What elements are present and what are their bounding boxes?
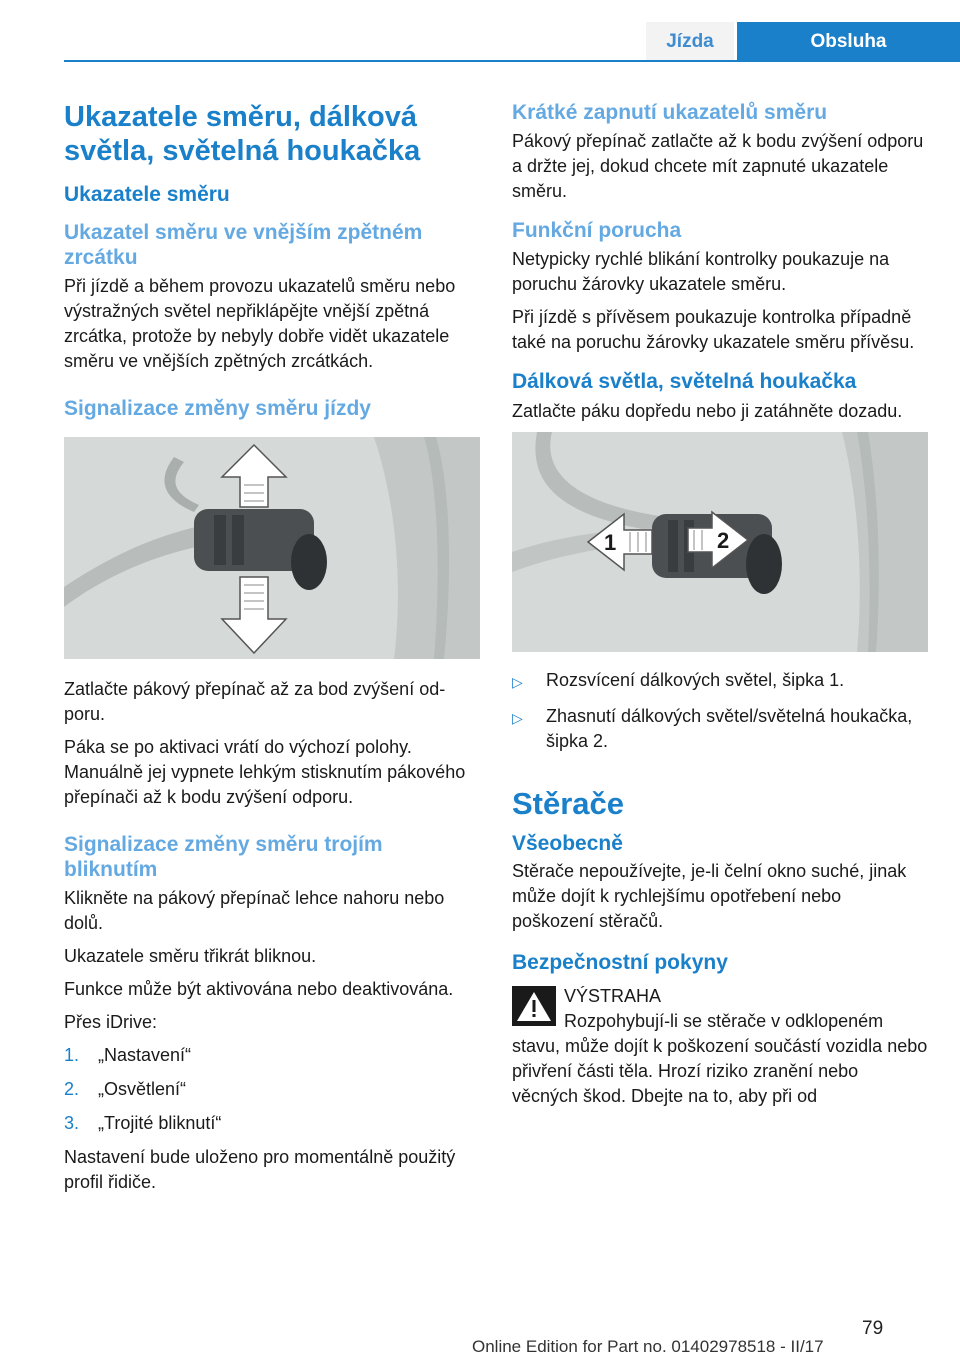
page-number: 79 xyxy=(862,1318,884,1339)
warning-triangle-icon xyxy=(512,986,556,1026)
illustration-lever-up-down xyxy=(64,437,480,659)
paragraph-function-toggle: Funkce může být aktivována nebo deaktivována. xyxy=(64,979,454,999)
list-item: ▷ Rozsvícení dálkových světel, šipka 1. xyxy=(512,668,928,695)
warning-box xyxy=(512,984,928,1034)
left-column xyxy=(64,100,480,1203)
header-rule xyxy=(64,60,960,62)
arrow-2-label: 2 xyxy=(717,528,730,553)
warning-line-1: Rozpohybují-li se stěrače v odklopeném xyxy=(564,1011,884,1031)
heading-general: Všeobecně xyxy=(512,832,623,855)
right-column xyxy=(512,100,928,1117)
paragraph-lever-return: Páka se po aktivaci vrátí do výchozí polohy. Manuálně jej vypnete lehkým stisknutím pákového přepínači až k bodu zvýšení odporu. xyxy=(64,737,466,807)
paragraph-mirror: Při jízdě a během provozu ukazatelů směru nebo výstražných světel nepřiklápějte vnější zpětná zrcátka, protože by nebyly dobře vidět ukazatele směru ve vnějších zpětných zrcátkách. xyxy=(64,276,456,371)
paragraph-fast-blink: Netypicky rychlé blikání kontrolky poukazuje na poruchu žárovky ukazatele směru. xyxy=(512,249,890,294)
paragraph-hold-lever: Pákový přepínač zatlačte až k bodu zvýšení odporu a držte jej, dokud chcete mít zapnuté ukazatele směru. xyxy=(512,131,924,201)
subheading-mirror-indicator: Ukazatel směru ve vnějším zpětném zrcátku xyxy=(64,221,423,269)
tab-jizda: Jízda xyxy=(646,22,734,62)
subheading-malfunction: Funkční porucha xyxy=(512,219,682,242)
subheading-signal-change: Signalizace změny směru jízdy xyxy=(64,397,371,420)
paragraph-trailer: Při jízdě s přívěsem poukazuje kontrolka případně také na poruchu žárovky ukazatele směru přívěsu. xyxy=(512,307,915,352)
arrow-1-label: 1 xyxy=(604,530,617,555)
subheading-triple-blink: Signalizace změny směru trojím bliknutím xyxy=(64,833,383,881)
list-item: 3. „Trojité bliknutí“ xyxy=(64,1113,222,1133)
triangle-bullet-icon: ▷ xyxy=(512,674,523,690)
paragraph-push-pull: Zatlačte páku dopředu nebo ji zatáhněte dozadu. xyxy=(512,401,903,421)
steps-list xyxy=(64,1043,480,1136)
heading-safety: Bezpečnostní pokyny xyxy=(512,951,728,974)
list-item: ▷ Zhasnutí dálkových světel/světelná houkačka, šipka 2. xyxy=(512,704,928,754)
paragraph-dry-windshield: Stěrače nepoužívejte, je-li čelní okno suché, jinak může dojít k rychlejšímu opotřebení nebo poškození stěračů. xyxy=(512,861,907,931)
heading-high-beams: Dálková světla, světelná houkačka xyxy=(512,370,857,393)
illustration-lever-forward-back xyxy=(512,432,928,652)
warning-text: stavu, může dojít k poškození součástí vozidla nebo přivření části těla. Hrozí riziko zranění nebo věcných škod. Dbejte na to, aby při od xyxy=(512,1036,928,1106)
section-title-wipers: Stěrače xyxy=(512,786,625,821)
beam-bullet-list xyxy=(512,668,928,754)
paragraph-setting-saved: Nastavení bude uloženo pro momentálně použitý profil řidiče. xyxy=(64,1147,456,1192)
list-item: 1. „Nastavení“ xyxy=(64,1045,192,1065)
triangle-bullet-icon: ▷ xyxy=(512,710,523,726)
list-item: 2. „Osvětlení“ xyxy=(64,1079,187,1099)
paragraph-via-idrive: Přes iDrive: xyxy=(64,1012,158,1032)
tab-obsluha: Obsluha xyxy=(737,22,960,62)
heading-turn-signals: Ukazatele směru xyxy=(64,183,230,206)
subheading-short-activation: Krátké zapnutí ukazatelů směru xyxy=(512,101,828,124)
paragraph-click-lever: Klikněte na pákový přepínač lehce nahoru nebo dolů. xyxy=(64,888,445,933)
edition-footer: Online Edition for Part no. 01402978518 - II/17 xyxy=(472,1337,824,1356)
section-title: Ukazatele směru, dálková světla, světelná houkačka xyxy=(64,101,421,167)
paragraph-blink-three: Ukazatele směru třikrát bliknou. xyxy=(64,946,317,966)
paragraph-push-lever: Zatlačte pákový přepínač až za bod zvýšení odporu. xyxy=(64,679,446,724)
warning-title: VÝSTRAHA xyxy=(564,986,662,1006)
